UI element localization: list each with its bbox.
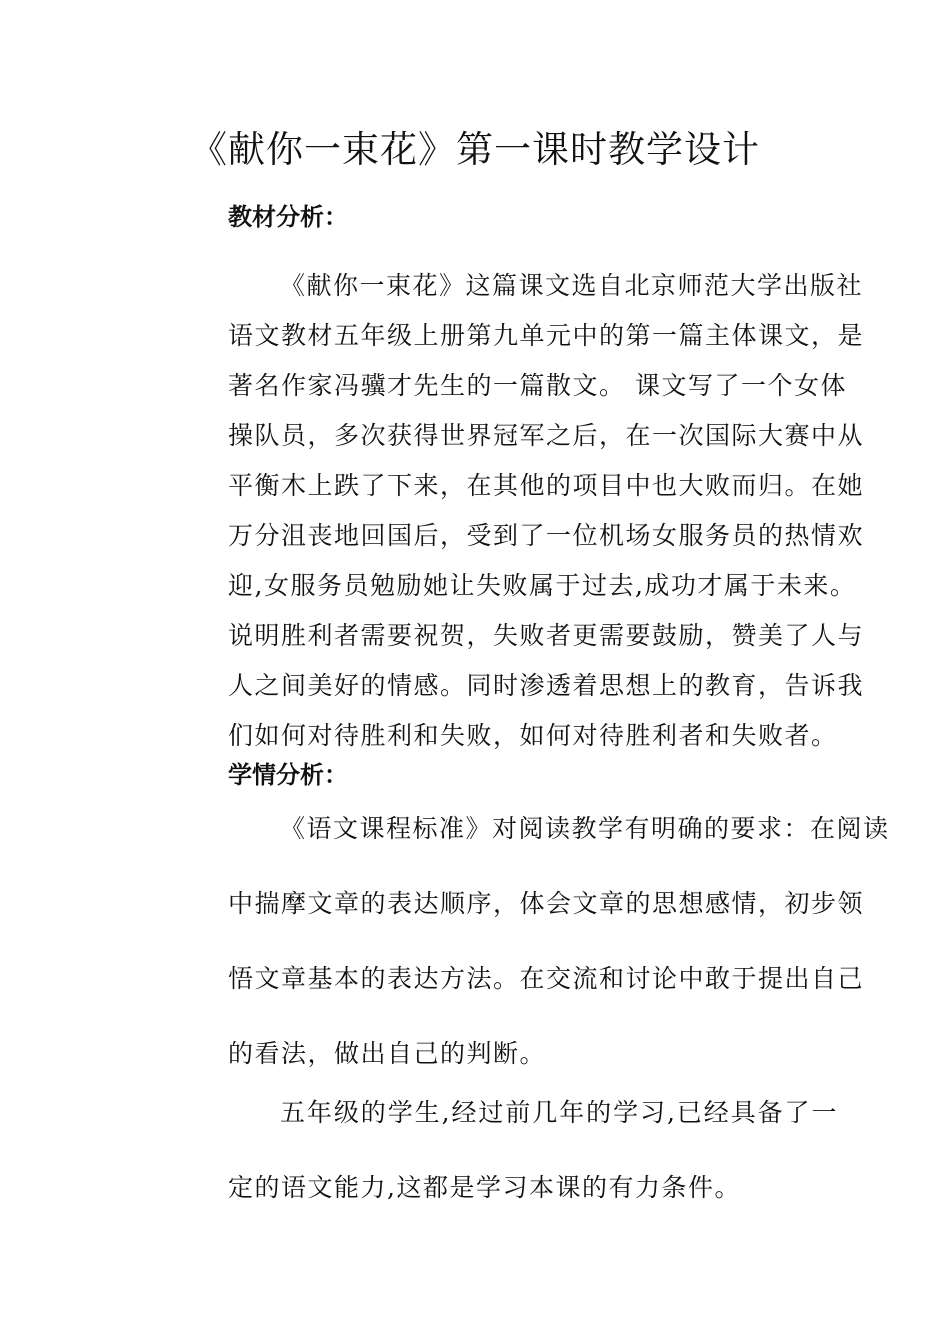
paragraph-line: 悟文章基本的表达方法。在交流和讨论中敢于提出自己	[228, 964, 865, 993]
paragraph-line: 迎,女服务员勉励她让失败属于过去,成功才属于未来。	[228, 571, 857, 600]
paragraph-student-readiness	[228, 1090, 838, 1240]
paragraph-line: 平衡木上跌了下来，在其他的项目中也大败而归。在她	[228, 471, 865, 500]
paragraph-line: 的看法，做出自己的判断。	[228, 1039, 547, 1068]
paragraph-line: 著名作家冯骥才先生的一篇散文。 课文写了一个女体	[228, 371, 847, 400]
paragraph-curriculum-standard	[228, 806, 890, 1106]
document-title: 《献你一束花》第一课时教学设计	[190, 128, 760, 171]
section-heading-textbook-analysis: 教材分析：	[228, 203, 348, 231]
paragraph-textbook-analysis	[228, 261, 865, 761]
paragraph-line: 中揣摩文章的表达顺序，体会文章的思想感情，初步领	[228, 889, 865, 918]
paragraph-line: 说明胜利者需要祝贺，失败者更需要鼓励，赞美了人与	[228, 621, 865, 650]
paragraph-line: 们如何对待胜利和失败，如何对待胜利者和失败者。	[228, 721, 838, 750]
paragraph-line: 《语文课程标准》对阅读教学有明确的要求：在阅读	[280, 814, 890, 843]
paragraph-line: 操队员，多次获得世界冠军之后，在一次国际大赛中从	[228, 421, 865, 450]
paragraph-line: 语文教材五年级上册第九单元中的第一篇主体课文，是	[228, 321, 865, 350]
section-heading-learner-analysis: 学情分析：	[228, 761, 348, 789]
paragraph-line: 《献你一束花》这篇课文选自北京师范大学出版社	[280, 271, 864, 300]
paragraph-line: 定的语文能力,这都是学习本课的有力条件。	[228, 1173, 741, 1202]
paragraph-line: 万分沮丧地回国后，受到了一位机场女服务员的热情欢	[228, 521, 865, 550]
paragraph-line: 五年级的学生,经过前几年的学习,已经具备了一	[280, 1098, 838, 1127]
paragraph-line: 人之间美好的情感。同时渗透着思想上的教育，告诉我	[228, 671, 865, 700]
